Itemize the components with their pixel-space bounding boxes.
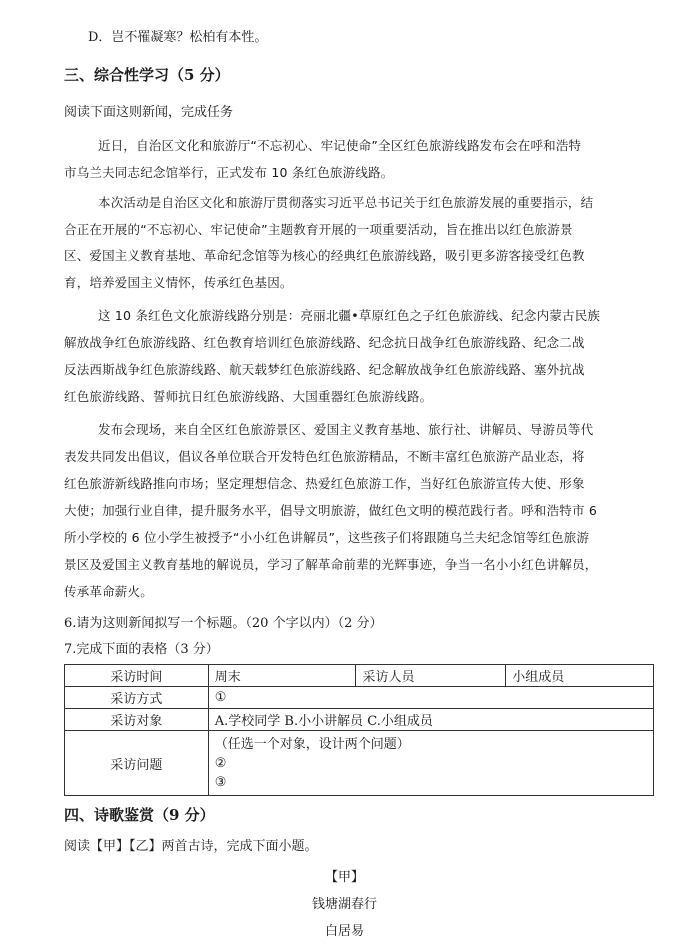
interview-time-label: 采访时间 [65, 665, 209, 687]
section-4-heading: 四、诗歌鉴赏（9 分） [64, 806, 215, 824]
table-row [65, 687, 654, 709]
table-row [65, 709, 654, 731]
interview-target-label: 采访对象 [65, 709, 209, 731]
interview-staff-value: 小组成员 [506, 665, 654, 687]
poem-marker: 【甲】 [324, 870, 364, 885]
question-blank-3[interactable]: ③ [214, 774, 227, 790]
interview-method-answer[interactable]: ① [208, 687, 653, 709]
interview-target-options: A.学校同学 B.小小讲解员 C.小组成员 [208, 709, 653, 731]
question-7: 7.完成下面的表格（3 分） [64, 642, 219, 657]
news-line: 育，培养爱国主义情怀，传承红色基因。 [64, 275, 293, 290]
news-line: 反法西斯战争红色旅游线路、航天载梦红色旅游线路、纪念解放战争红色旅游线路、塞外抗战 [64, 362, 585, 377]
news-line: 本次活动是自治区文化和旅游厅贯彻落实习近平总书记关于红色旅游发展的重要指示，结 [98, 195, 594, 210]
question-blank-2[interactable]: ② [214, 755, 227, 771]
interview-question-hint: （任选一个对象，设计两个问题） [214, 736, 410, 752]
news-line: 红色旅游新线路推向市场；坚定理想信念、热爱红色旅游工作，当好红色旅游宣传大使、形象 [64, 476, 585, 491]
interview-method-label: 采访方式 [65, 687, 209, 709]
interview-staff-label: 采访人员 [356, 665, 506, 687]
interview-question-label: 采访问题 [65, 731, 209, 796]
interview-time-value: 周末 [208, 665, 356, 687]
section-3-instruction: 阅读下面这则新闻，完成任务 [64, 105, 234, 120]
news-line: 红色旅游线路、誓师抗日红色旅游线路、大国重器红色旅游线路。 [64, 389, 433, 404]
news-line: 近日，自治区文化和旅游厅“不忘初心、牢记使命”全区红色旅游线路发布会在呼和浩特 [98, 138, 582, 153]
news-line: 这 10 条红色文化旅游线路分别是：亮丽北疆•草原红色之子红色旅游线、纪念内蒙古民族 [98, 308, 601, 323]
option-d: D．岂不罹凝寒？松柏有本性。 [88, 30, 268, 45]
news-line: 表发共同发出倡议，倡议各单位联合开发特色红色旅游精品，不断丰富红色旅游产品业态，将 [64, 449, 585, 464]
poem-title: 钱塘湖春行 [311, 897, 377, 912]
news-line: 市乌兰夫同志纪念馆举行，正式发布 10 条红色旅游线路。 [64, 165, 394, 180]
news-line: 所小学校的 6 位小学生被授予“小小红色讲解员”，这些孩子们将跟随乌兰夫纪念馆等红色旅游 [64, 530, 590, 545]
section-4-instruction: 阅读【甲】【乙】两首古诗，完成下面小题。 [64, 839, 318, 854]
interview-question-cell[interactable] [208, 731, 653, 796]
interview-table [64, 664, 654, 796]
news-line: 传承革命薪火。 [64, 584, 153, 599]
news-line: 解放战争红色旅游线路、红色教育培训红色旅游线路、纪念抗日战争红色旅游线路、纪念二战 [64, 335, 585, 350]
table-row [65, 665, 654, 687]
news-line: 区、爱国主义教育基地、革命纪念馆等为核心的经典红色旅游线路，吸引更多游客接受红色教 [64, 248, 585, 263]
poem-author: 白居易 [324, 924, 364, 939]
question-6: 6.请为这则新闻拟写一个标题。（20 个字以内）（2 分） [64, 616, 383, 631]
section-3-heading: 三、综合性学习（5 分） [64, 66, 230, 84]
news-line: 发布会现场，来自全区红色旅游景区、爱国主义教育基地、旅行社、讲解员、导游员等代 [98, 422, 594, 437]
news-line: 景区及爱国主义教育基地的解说员，学习了解革命前辈的光辉事迹，争当一名小小红色讲解员， [64, 557, 598, 572]
table-row [65, 731, 654, 796]
news-line: 合正在开展的“不忘初心、牢记使命”主题教育开展的一项重要活动，旨在推出以红色旅游景 [64, 222, 573, 237]
news-line: 大使；加强行业自律，提升服务水平，倡导文明旅游，做红色文明的模范践行者。呼和浩特市 6 [64, 503, 598, 518]
